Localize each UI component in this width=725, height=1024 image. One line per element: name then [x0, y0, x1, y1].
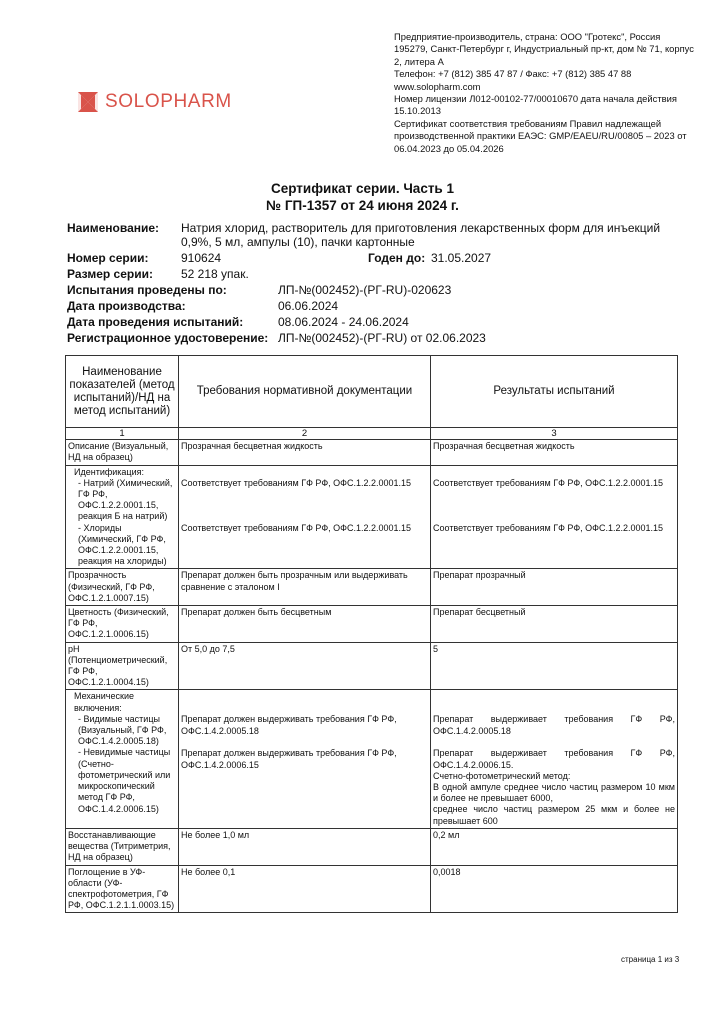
- indicator-cell: Прозрачность (Физический, ГФ РФ, ОФС.1.2.1.0007.15): [66, 569, 179, 606]
- expiry-label: Годен до:: [368, 251, 426, 265]
- column-number: 2: [179, 428, 431, 440]
- certificate-title: Сертификат серии. Часть 1: [270, 181, 454, 196]
- indicator-cell: Поглощение в УФ-области (УФ-спектрофотометрия, ГФ РФ, ОФС.1.2.1.1.0003.15): [66, 865, 179, 913]
- requirement-cell: Препарат должен быть прозрачным или выдерживать сравнение с эталоном I: [179, 569, 431, 606]
- table-row-ph: [66, 642, 678, 690]
- invisible-particles-10um: В одной ампуле среднее число частиц размером 10 мкм и более не превышает 6000,: [433, 782, 675, 804]
- indicator-cell: [66, 465, 179, 569]
- visible-particles-result: Препарат выдерживает требования ГФ РФ, ОФС.1.4.2.0005.18: [433, 714, 675, 736]
- invisible-particles-requirement: Препарат должен выдерживать требования ГФ РФ, ОФС.1.4.2.0006.15: [181, 748, 397, 770]
- table-row-color: [66, 606, 678, 643]
- table-row-clarity: [66, 569, 678, 606]
- requirement-cell: Прозрачная бесцветная жидкость: [179, 440, 431, 465]
- name-value-1: Натрия хлорид, растворитель для приготовления лекарственных форм для инъекций: [181, 221, 661, 235]
- series-label: Номер серии:: [67, 251, 149, 265]
- requirement-cell: Препарат должен быть бесцветным: [179, 606, 431, 643]
- chloride-result: Соответствует требованиям ГФ РФ, ОФС.1.2.2.0001.15: [433, 522, 664, 533]
- result-cell: Прозрачная бесцветная жидкость: [431, 440, 678, 465]
- table-header-row: [66, 356, 678, 428]
- result-cell: [431, 465, 678, 569]
- header-requirements: Требования нормативной документации: [179, 356, 431, 428]
- invisible-particles-label: - Невидимые частицы (Счетно-фотометрический или микроскопический метод ГФ РФ, ОФС.1.4.2.0006.15): [78, 747, 171, 814]
- series-value: 910624: [181, 251, 222, 265]
- column-number: 1: [66, 428, 179, 440]
- result-cell: 5: [431, 642, 678, 690]
- requirement-cell: [179, 690, 431, 828]
- requirement-cell: От 5,0 до 7,5: [179, 642, 431, 690]
- company-logo: [77, 91, 232, 113]
- visible-particles-label: - Видимые частицы (Визуальный, ГФ РФ, ОФС.1.4.2.0005.18): [78, 713, 167, 747]
- table-row-restoring: [66, 828, 678, 865]
- result-cell: 0,0018: [431, 865, 678, 913]
- requirement-cell: Не более 1,0 мл: [179, 828, 431, 865]
- result-cell: 0,2 мл: [431, 828, 678, 865]
- indicator-cell: Восстанавливающие вещества (Титриметрия, НД на образец): [66, 828, 179, 865]
- column-number-row: [66, 428, 678, 440]
- table-row-uv: [66, 865, 678, 913]
- address-line: 195279, Санкт-Петербург г, Индустриальный пр-кт, дом № 71, корпус 2, литера А: [394, 43, 694, 67]
- requirement-cell: Не более 0,1: [179, 865, 431, 913]
- test-dates-value: 08.06.2024 - 24.06.2024: [278, 315, 409, 329]
- indicator-cell: Цветность (Физический, ГФ РФ, ОФС.1.2.1.0006.15): [66, 606, 179, 643]
- sodium-requirement: Соответствует требованиям ГФ РФ, ОФС.1.2.2.0001.15: [181, 477, 412, 488]
- indicator-cell: Описание (Визуальный, НД на образец): [66, 440, 179, 465]
- chloride-requirement: Соответствует требованиям ГФ РФ, ОФС.1.2.2.0001.15: [181, 522, 412, 533]
- size-label: Размер серии:: [67, 267, 153, 281]
- specification-table: [65, 355, 678, 913]
- solopharm-logo-icon: [77, 91, 99, 113]
- indicator-cell: [66, 690, 179, 828]
- table-row-mechanical: [66, 690, 678, 828]
- result-cell: [431, 690, 678, 828]
- test-dates-label: Дата проведения испытаний:: [67, 315, 244, 329]
- registration-value: ЛП-№(002452)-(РГ-RU) от 02.06.2023: [278, 331, 486, 345]
- identification-label: Идентификация:: [74, 466, 144, 477]
- chloride-label: - Хлориды (Химический, ГФ РФ, ОФС.1.2.2.0001.15, реакция на хлориды): [78, 522, 167, 567]
- license-line: Номер лицензии Л012-00102-77/00010670 дата начала действия 15.10.2013: [394, 93, 677, 117]
- table-row-description: [66, 440, 678, 465]
- sodium-result: Соответствует требованиям ГФ РФ, ОФС.1.2.2.0001.15: [433, 477, 664, 488]
- size-value: 52 218 упак.: [181, 267, 249, 281]
- logo-text: SOLOPHARM: [105, 91, 232, 112]
- page-number: страница 1 из 3: [621, 955, 680, 964]
- certificate-number: № ГП-1357 от 24 июня 2024 г.: [266, 198, 459, 213]
- expiry-value: 31.05.2027: [431, 251, 492, 265]
- header-results: Результаты испытаний: [431, 356, 678, 428]
- name-value-2: 0,9%, 5 мл, ампулы (10), пачки картонные: [181, 235, 415, 249]
- visible-particles-requirement: Препарат должен выдерживать требования ГФ РФ, ОФС.1.4.2.0005.18: [181, 714, 397, 736]
- gmp-certificate-line: Сертификат соответствия требованиям Правил надлежащей производственной практики ЕАЭС: GMP/EAEU/RU/00805 – 2023 от 06.04.2023 до 05.04.2026: [394, 117, 687, 154]
- production-date-value: 06.06.2024: [278, 299, 339, 313]
- mechanical-label: Механические включения:: [74, 691, 134, 713]
- sodium-label: - Натрий (Химический, ГФ РФ, ОФС.1.2.2.0001.15, реакция Б на натрий): [78, 477, 173, 522]
- requirement-cell: [179, 465, 431, 569]
- tested-by-label: Испытания проведены по:: [67, 283, 227, 297]
- invisible-particles-25um: среднее число частиц размером 25 мкм и более не превышает 600: [433, 804, 675, 826]
- manufacturer-line: Предприятие-производитель, страна: ООО "Гротекс", Россия: [394, 31, 661, 42]
- production-date-label: Дата производства:: [67, 299, 186, 313]
- registration-label: Регистрационное удостоверение:: [67, 331, 269, 345]
- result-cell: Препарат прозрачный: [431, 569, 678, 606]
- result-cell: Препарат бесцветный: [431, 606, 678, 643]
- tested-by-value: ЛП-№(002452)-(РГ-RU)-020623: [278, 283, 452, 297]
- website-line: www.solopharm.com: [394, 80, 481, 92]
- header-indicator: Наименование показателей (метод испытаний)/НД на метод испытаний): [66, 356, 179, 428]
- manufacturer-info: [394, 31, 694, 155]
- phone-fax-line: Телефон: +7 (812) 385 47 87 / Факс: +7 (812) 385 47 88: [394, 68, 632, 80]
- column-number: 3: [431, 428, 678, 440]
- table-row-identification: [66, 465, 678, 569]
- invisible-particles-method: Счетно-фотометрический метод:: [433, 770, 571, 781]
- name-label: Наименование:: [67, 221, 160, 235]
- indicator-cell: pH (Потенциометрический, ГФ РФ, ОФС.1.2.1.0004.15): [66, 642, 179, 690]
- invisible-particles-result: Препарат выдерживает требования ГФ РФ, ОФС.1.4.2.0006.15.: [433, 748, 675, 770]
